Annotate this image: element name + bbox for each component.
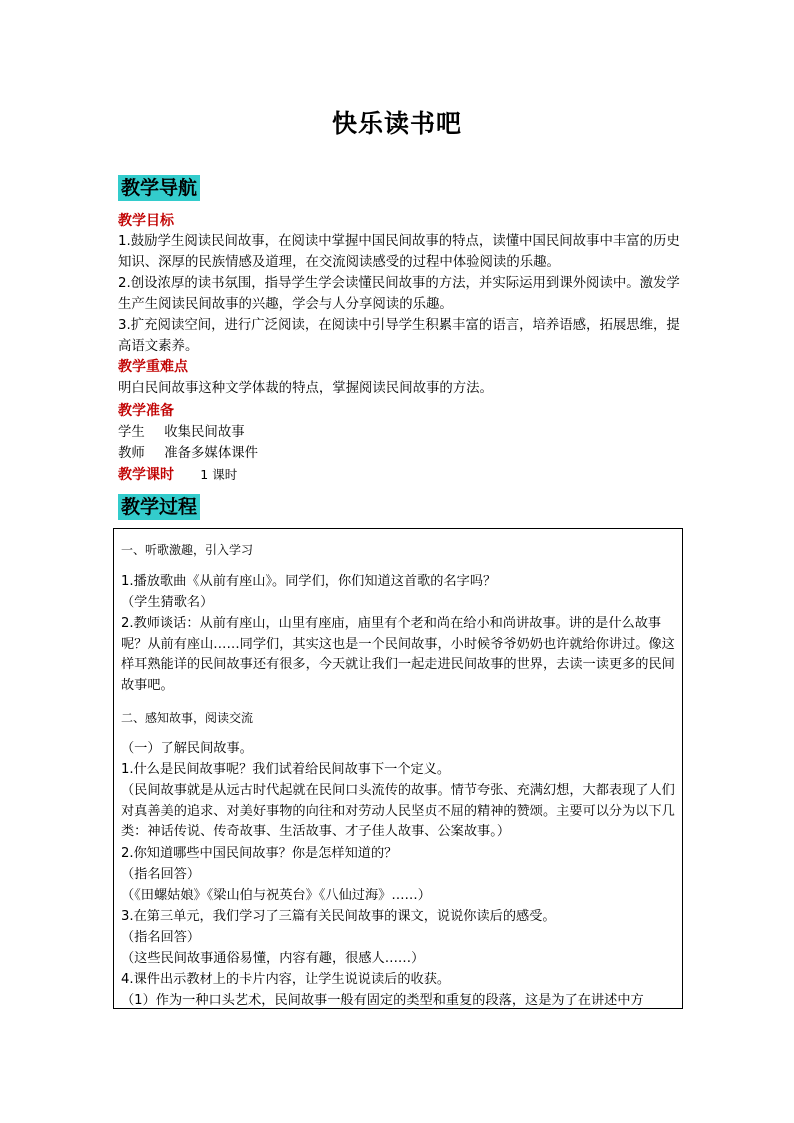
- hours-value: 1 课时: [200, 467, 238, 482]
- q3-answer: （这些民间故事通俗易懂，内容有趣，很感人……）: [121, 951, 425, 966]
- part2-title: 二、感知故事，阅读交流: [121, 711, 254, 725]
- p2: 2.教师谈话：从前有座山，山里有座庙，庙里有个老和尚在给小和尚讲故事。讲的是什么故事呢？从前有座山……同学们，其实这也是一个民间故事，小时候爷爷奶奶也许就给你讲过。像这样耳熟能详的民间故事还有很多，今天就让我们一起走进民间故事的世界，去读一读更多的民间故事吧。: [121, 616, 675, 693]
- goal-item-3: 3.扩充阅读空间，进行广泛阅读，在阅读中引导学生积累丰富的语言，培养语感，拓展思维，提高语文素养。: [118, 318, 680, 354]
- hours-label: 教学课时: [118, 467, 174, 483]
- p1: 1.播放歌曲《从前有座山》。同学们，你们知道这首歌的名字吗？: [121, 574, 497, 589]
- prep-role: 教师: [118, 446, 145, 461]
- goal-item-1: 1.鼓励学生阅读民间故事，在阅读中掌握中国民间故事的特点，读懂中国民间故事中丰富的历史知识、深厚的民族情感及道理，在交流阅读感受的过程中体验阅读的乐趣。: [118, 234, 680, 270]
- q1-answer: （民间故事就是从远古时代起就在民间口头流传的故事。情节夸张、充满幻想，大都表现了人们对真善美的追求、对美好事物的向往和对劳动人民坚贞不屈的精神的赞颂。主要可以分为以下几类：神话传说、传奇故事、生活故事、才子佳人故事、公案故事。）: [121, 783, 675, 839]
- prep-task: 准备多媒体课件: [164, 446, 258, 461]
- goal-item-2: 2.创设浓厚的读书氛围，指导学生学会读懂民间故事的方法，并实际运用到课外阅读中。激发学生产生阅读民间故事的兴趣，学会与人分享阅读的乐趣。: [118, 276, 680, 312]
- hours-row: [118, 465, 237, 486]
- key-points-heading: 教学重难点: [118, 359, 188, 375]
- process-table: [113, 528, 683, 1009]
- q1: 1.什么是民间故事呢？我们试着给民间故事下一个定义。: [121, 762, 451, 777]
- q2: 2.你知道哪些中国民间故事？你是怎样知道的？: [121, 846, 398, 861]
- goals-heading: 教学目标: [118, 213, 174, 229]
- key-points-text: 明白民间故事这种文学体裁的特点，掌握阅读民间故事的方法。: [118, 381, 493, 396]
- q2-note: （指名回答）: [121, 867, 201, 882]
- prep-row-teacher: [118, 444, 258, 464]
- q2-answer: （《田螺姑娘》《梁山伯与祝英台》《八仙过海》……）: [121, 888, 431, 903]
- prep-row-student: [118, 423, 245, 443]
- prep-role: 学生: [118, 425, 145, 440]
- part1-title: 一、听歌激趣，引入学习: [121, 543, 254, 557]
- q4-item-1: （1）作为一种口头艺术，民间故事一般有固定的类型和重复的段落，这是为了在讲述中方: [121, 993, 644, 1008]
- q4: 4.课件出示教材上的卡片内容，让学生说说读后的收获。: [121, 972, 451, 987]
- sub1: （一）了解民间故事。: [121, 741, 253, 756]
- p1-note: （学生猜歌名）: [121, 595, 214, 610]
- section-heading-process: 教学过程: [118, 494, 200, 520]
- section-heading-nav: 教学导航: [118, 175, 200, 201]
- q3-note: （指名回答）: [121, 930, 201, 945]
- page-title: 快乐读书吧: [331, 109, 462, 138]
- prep-task: 收集民间故事: [164, 425, 245, 440]
- q3: 3.在第三单元，我们学习了三篇有关民间故事的课文，说说你读后的感受。: [121, 909, 556, 924]
- prep-heading: 教学准备: [118, 403, 174, 419]
